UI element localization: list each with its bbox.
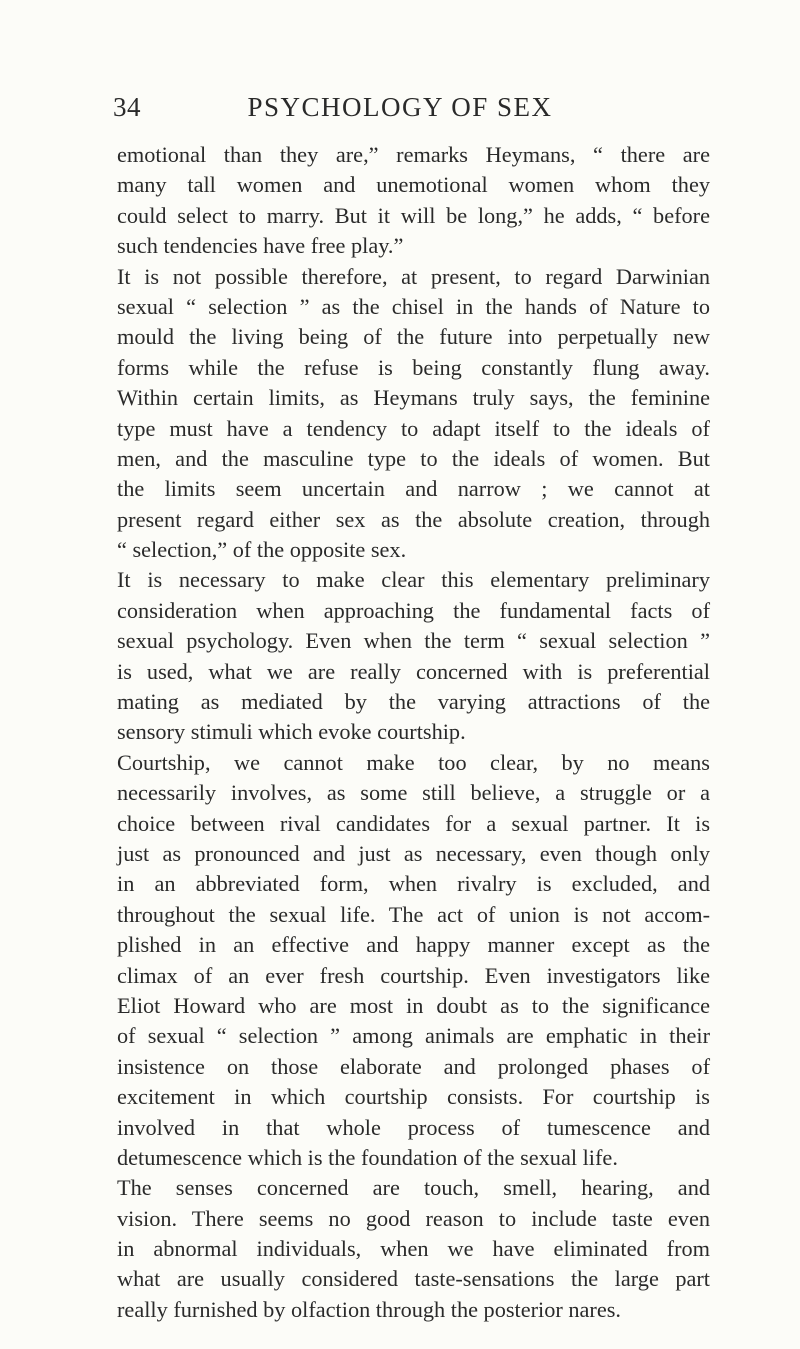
text-line: of sexual “ selection ” among animals are emphatic in their	[117, 1023, 710, 1049]
text-line: mating as mediated by the varying attractions of the	[117, 689, 710, 715]
running-head: PSYCHOLOGY OF SEX	[247, 92, 553, 122]
text-line: “ selection,” of the opposite sex.	[117, 537, 407, 563]
page-header	[113, 92, 687, 128]
text-line: The senses concerned are touch, smell, hearing, and	[117, 1175, 710, 1201]
text-line: sexual “ selection ” as the chisel in the hands of Nature to	[117, 293, 710, 319]
text-line: present regard either sex as the absolute creation, through	[117, 506, 710, 532]
text-line: such tendencies have free play.”	[117, 233, 404, 259]
text-line: plished in an effective and happy manner except as the	[117, 932, 710, 958]
text-line: insistence on those elaborate and prolonged phases of	[117, 1053, 710, 1079]
text-line: in an abbreviated form, when rivalry is excluded, and	[117, 871, 710, 897]
body-text	[117, 140, 710, 1325]
text-line: Within certain limits, as Heymans truly says, the feminine	[117, 385, 710, 411]
text-line: Eliot Howard who are most in doubt as to the significance	[117, 992, 710, 1018]
text-line: many tall women and unemotional women whom they	[117, 172, 710, 198]
text-line: excitement in which courtship consists. For courtship is	[117, 1084, 710, 1110]
text-line: choice between rival candidates for a sexual partner. It is	[117, 810, 710, 836]
text-line: just as pronounced and just as necessary, even though only	[117, 840, 710, 866]
text-line: is used, what we are really concerned with is preferential	[117, 658, 710, 684]
text-line: emotional than they are,” remarks Heymans, “ there are	[117, 142, 710, 167]
text-line: throughout the sexual life. The act of union is not accom-	[117, 901, 710, 927]
text-line: It is not possible therefore, at present, to regard Darwinian	[117, 263, 710, 289]
text-line: type must have a tendency to adapt itself to the ideals of	[117, 415, 710, 441]
text-line: the limits seem uncertain and narrow ; we cannot at	[117, 476, 710, 502]
text-line: climax of an ever fresh courtship. Even investigators like	[117, 962, 710, 988]
text-line: men, and the masculine type to the ideals of women. But	[117, 445, 710, 471]
text-line: It is necessary to make clear this elementary preliminary	[117, 567, 710, 593]
text-line: could select to marry. But it will be long,” he adds, “ before	[117, 202, 710, 228]
text-line: detumescence which is the foundation of the sexual life.	[117, 1144, 618, 1170]
text-line: involved in that whole process of tumescence and	[117, 1114, 710, 1140]
text-line: mould the living being of the future into perpetually new	[117, 324, 710, 350]
text-line: in abnormal individuals, when we have eliminated from	[117, 1236, 710, 1262]
page-number: 34	[113, 92, 141, 122]
text-line: sensory stimuli which evoke courtship.	[117, 719, 466, 745]
text-line: forms while the refuse is being constantly flung away.	[117, 354, 710, 380]
text-line: really furnished by olfaction through the posterior nares.	[117, 1296, 622, 1322]
text-line: what are usually considered taste-sensations the large part	[117, 1266, 710, 1292]
text-line: consideration when approaching the fundamental facts of	[117, 597, 710, 623]
text-line: necessarily involves, as some still believe, a struggle or a	[117, 780, 710, 806]
text-line: Courtship, we cannot make too clear, by no means	[117, 749, 710, 775]
text-line: sexual psychology. Even when the term “ sexual selection ”	[117, 628, 710, 654]
text-line: vision. There seems no good reason to include taste even	[117, 1205, 710, 1231]
